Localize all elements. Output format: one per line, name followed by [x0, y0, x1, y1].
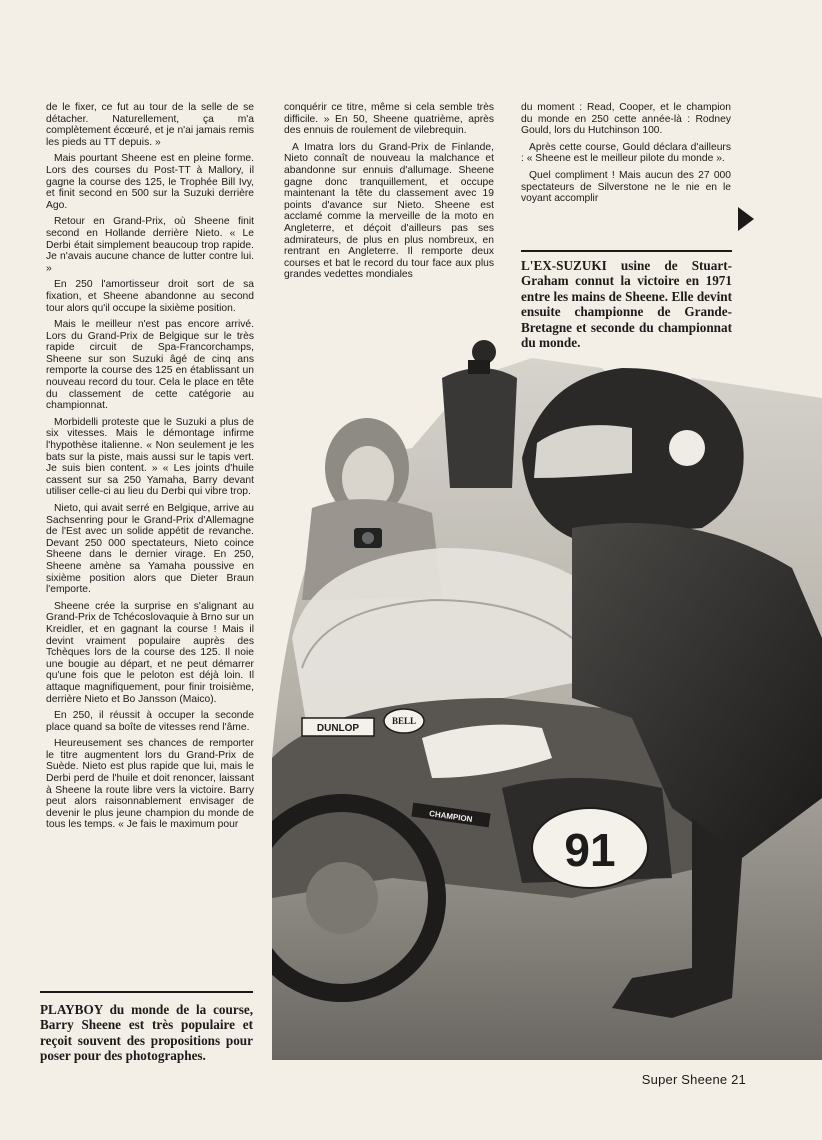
paragraph: Nieto, qui avait serré en Belgique, arrive au Sachsenring pour le Grand-Prix d'Allemagne de l'Est avec un solide appétit de revanche. Devant 250 000 spectateurs, Nieto coince Sheene dans le dernier virage. En 250, Sheene amène sa Yamaha poussive en sixième position alors que Dieter Braun l'emporte. — [46, 503, 254, 596]
paragraph: Mais le meilleur n'est pas encore arrivé. Lors du Grand-Prix de Belgique sur le très rapide circuit de Spa-Francorchamps, Sheene sur son Suzuki âgé de cinq ans remporte la course des 125 en établissant un nouveau record du tour. Cela le place en tête du classement de cette catégorie au championnat. — [46, 319, 254, 412]
text-column-2 — [284, 102, 494, 286]
photo-caption-left — [40, 1002, 253, 1064]
paragraph: Mais pourtant Sheene est en pleine forme. Lors des courses du Post-TT à Mallory, il gagne la course des 125, le Trophée Bill Ivy, et finit second en 500 sur la Suzuki derrière Ago. — [46, 153, 254, 211]
fairing-brand-text: DUNLOP — [316, 723, 360, 734]
caption-rule-top — [521, 250, 732, 252]
paragraph: Sheene crée la surprise en s'alignant au Grand-Prix de Tchécoslovaquie à Brno sur un Kreidler, et en gagnant la course ! Mais il devint vraiment populaire auprès des Tchèques lors de la course des 125. Il noie une bougie au départ, et ne peut démarrer qu'une fois que le peloton est déjà loin. Il attaque magnifiquement, pour finir troisième, derrière Nieto et Bo Jansson (Maico). — [46, 600, 254, 705]
paragraph: du moment : Read, Cooper, et le champion du monde en 250 cette année-là : Rodney Gould, lors du Hutchinson 100. — [521, 102, 731, 137]
text-column-3 — [521, 102, 731, 210]
page-footer: Super Sheene 21 — [641, 1072, 746, 1087]
racer-photo — [272, 338, 822, 1060]
caption-text: usine de Stuart-Graham connut la victoire en 1971 entre les mains de Sheene. Elle devint ensuite championne de Grande-Bretagne et seconde du championnat du monde. — [521, 258, 732, 351]
photo-caption-right — [521, 258, 732, 350]
paragraph: A Imatra lors du Grand-Prix de Finlande, Nieto connaît de nouveau la malchance et abandonne sur ennuis d'allumage. Sheene gagne donc tranquillement, et occupe maintenant la tête du classement avec 19 points d'avance sur Nieto. Sheene est acclamé comme la merveille de la moto en Angleterre, et déçoit d'ailleurs pas ses admirateurs, de plus en plus nombreux, en rentrant en Angleterre. Il remporte deux courses et bat le record du tour face aux plus grandes vedettes mondiales — [284, 141, 494, 281]
paragraph: conquérir ce titre, même si cela semble très difficile. » En 50, Sheene quatrième, après des ennuis de roulement de vilebrequin. — [284, 102, 494, 137]
caption-lead: L'EX-SUZUKI — [521, 258, 607, 273]
photographer-figure — [442, 340, 517, 488]
paragraph: Quel compliment ! Mais aucun des 27 000 spectateurs de Silverstone ne le nie en le voyant accomplir — [521, 169, 731, 205]
caption-rule-top — [40, 991, 253, 993]
caption-text: du monde de la course, Barry Sheene est très populaire et reçoit souvent des propositions pour poser pour des photographes. — [40, 1002, 253, 1064]
helmet-sticker-text: BELL — [391, 716, 417, 726]
paragraph: Heureusement ses chances de remporter le titre augmentent lors du Grand-Prix de Suède. Nieto est plus rapide que lui, mais le Derbi perd de l'huile et doit renoncer, laissant à Sheene la route libre vers la victoire. Barry peut alors raisonnablement envisager de devenir le plus jeune champion du monde de tous les temps. « Je fais le maximum pour — [46, 738, 254, 831]
text-column-1 — [46, 102, 254, 836]
paragraph: Après cette course, Gould déclara d'ailleurs : « Sheene est le meilleur pilote du monde ». — [521, 141, 731, 165]
paragraph: de le fixer, ce fut au tour de la selle de se détacher. Naturellement, ça m'a complètement écœuré, et je n'ai jamais remis les pieds au TT depuis. » — [46, 102, 254, 148]
side-sticker-text: CHAMPION — [428, 808, 473, 824]
continue-arrow-icon — [738, 207, 754, 231]
paragraph: En 250 l'amortisseur droit sort de sa fixation, et Sheene abandonne au second tour alors qu'il occupe la sixième position. — [46, 279, 254, 314]
paragraph: En 250, il réussit à occuper la seconde place quand sa boîte de vitesses rend l'âme. — [46, 710, 254, 733]
caption-lead: PLAYBOY — [40, 1002, 103, 1017]
paragraph: Morbidelli proteste que le Suzuki a plus de six vitesses. Mais le démontage infirme l'hypothèse italienne. « Non seulement je les bats sur la piste, mais aussi sur le tapis vert. Je suis bien content. » « Les joints d'huile cassent sur sa 250 Yamaha, Barry devant utiliser celle-ci au lieu du Derbi qui vibre trop. — [46, 416, 254, 498]
race-number-text: 91 — [564, 824, 616, 876]
paragraph: Retour en Grand-Prix, où Sheene finit second en Hollande derrière Nieto. « Le Derbi était simplement beaucoup trop rapide. Je n'avais aucune chance de lutter contre lui. » — [46, 216, 254, 274]
